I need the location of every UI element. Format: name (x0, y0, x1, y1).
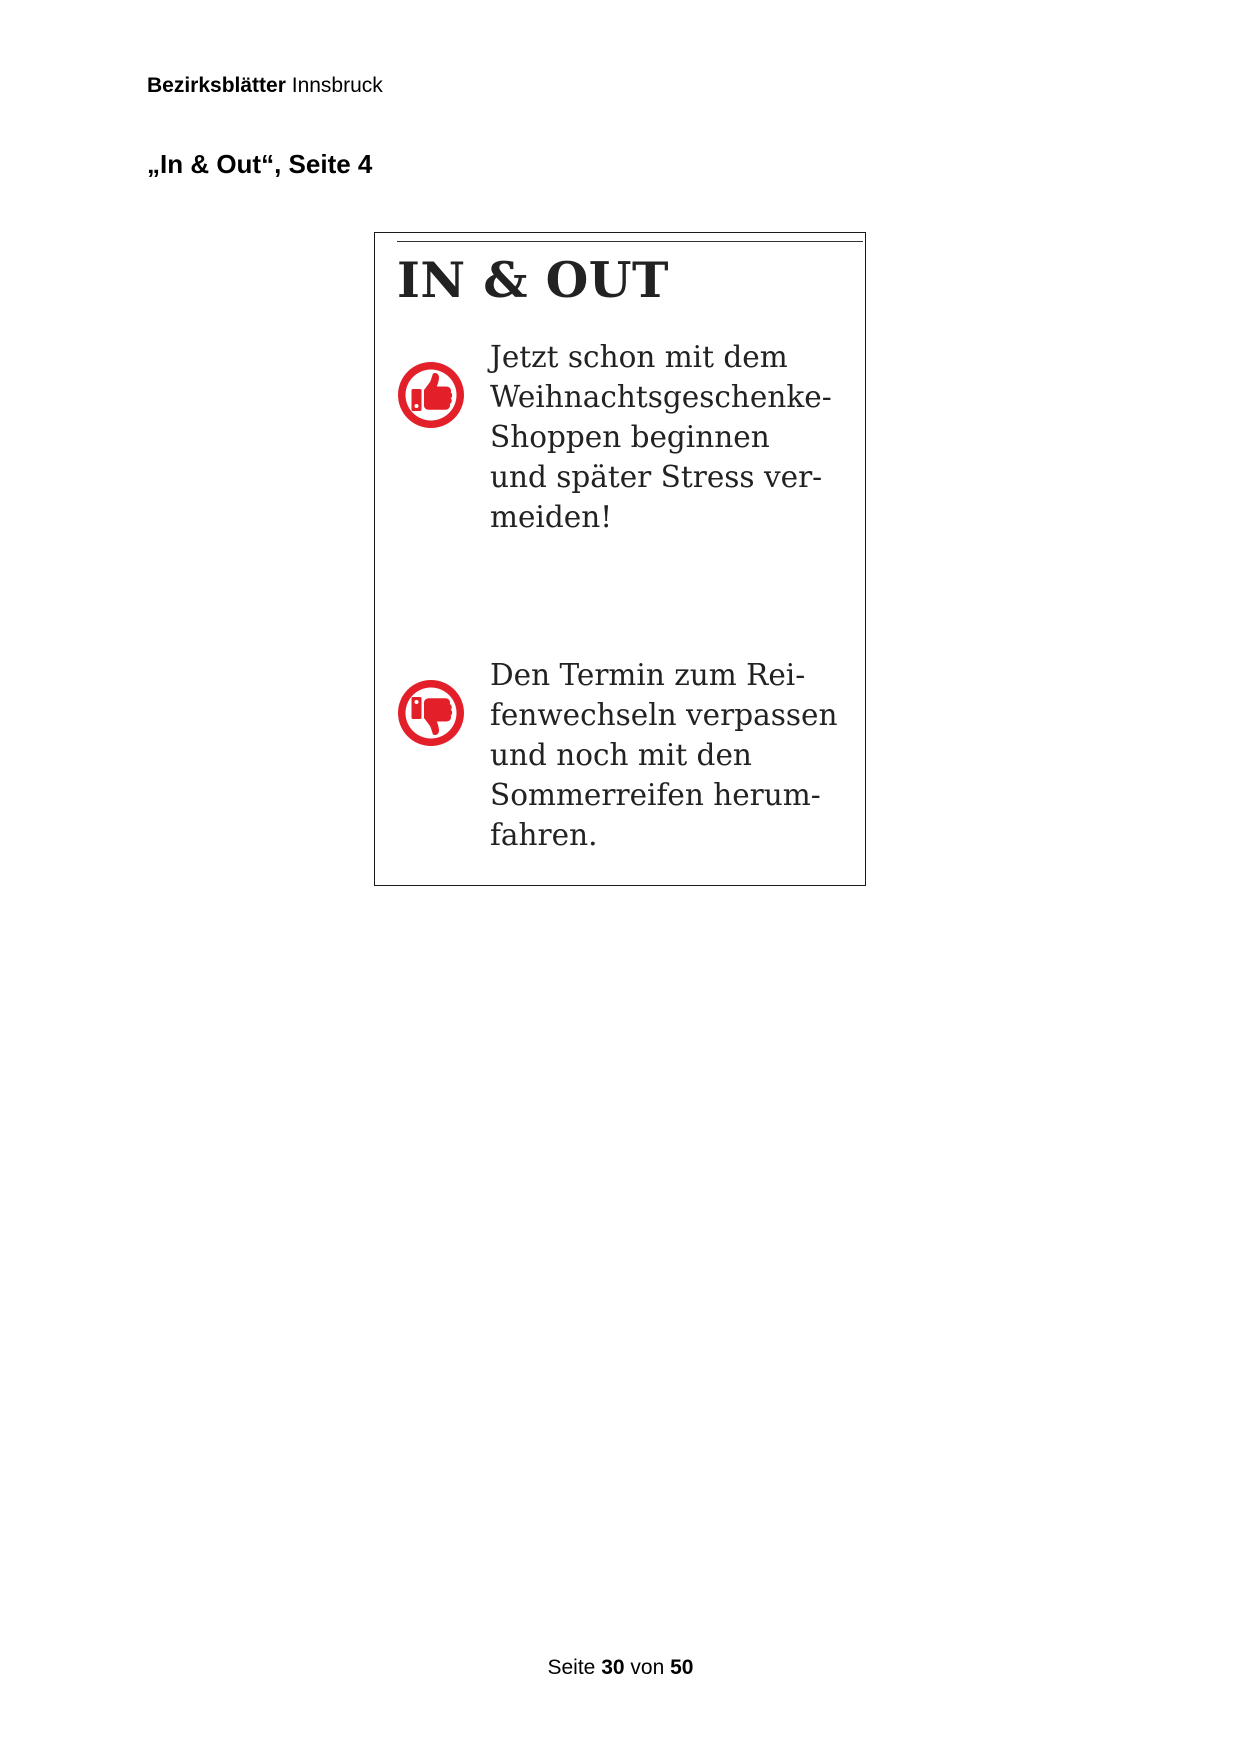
clipping-top-rule (397, 241, 863, 242)
clipping-title: IN & OUT (397, 251, 669, 309)
thumbs-up-icon (397, 361, 465, 429)
out-item-text: Den Termin zum Rei- fenwechseln verpassen und noch mit den Sommerreifen herum- fahren. (490, 658, 838, 852)
in-item-text: Jetzt schon mit dem Weihnachtsgeschenke- Shoppen beginnen und später Stress ver- meiden! (490, 340, 832, 534)
thumbs-down-icon (397, 679, 465, 747)
region-name: Innsbruck (291, 74, 383, 97)
section-title: „In & Out“, Seite 4 (147, 149, 373, 179)
page-footer (0, 1654, 1241, 1682)
page-header (147, 72, 383, 100)
footer-separator: von (630, 1656, 665, 1679)
footer-prefix: Seite (547, 1656, 596, 1679)
newspaper-clipping (374, 232, 866, 886)
current-page-number: 30 (601, 1656, 625, 1679)
publication-name: Bezirksblätter (147, 74, 286, 97)
total-page-count: 50 (670, 1656, 694, 1679)
